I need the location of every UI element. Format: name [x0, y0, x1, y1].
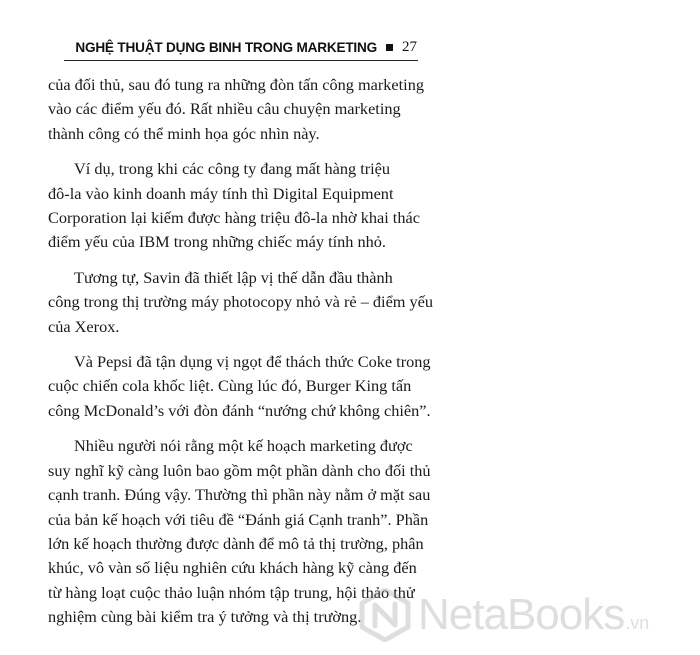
- watermark-brand: NetaBooks.vn: [418, 590, 650, 639]
- text-line: của đối thủ, sau đó tung ra những đòn tấn công marketing: [48, 75, 424, 94]
- text-line: Và Pepsi đã tận dụng vị ngọt để thách thức Coke trong: [74, 352, 431, 372]
- netabooks-watermark: [358, 585, 700, 645]
- text-line: Ví dụ, trong khi các công ty đang mất hàng triệu: [74, 159, 391, 179]
- text-line: nghiệm cùng bài kiểm tra ý tưởng và thị trường.: [48, 607, 362, 627]
- header-rule: [64, 60, 418, 61]
- paragraph: [48, 73, 423, 146]
- page-number: 27: [402, 38, 417, 55]
- text-line: thành công có thể minh họa góc nhìn này.: [48, 123, 320, 143]
- text-line: điểm yếu của IBM trong những chiếc máy tính nhỏ.: [48, 232, 386, 252]
- text-line: cuộc chiến cola khốc liệt. Cùng lúc đó, Burger King tấn: [48, 376, 412, 396]
- text-line: suy nghĩ kỹ càng luôn bao gồm một phần dành cho đối thủ: [48, 460, 431, 480]
- text-line: của Xerox.: [48, 316, 120, 336]
- text-line: khúc, vô vàn số liệu nghiên cứu khách hàng kỹ càng đến: [48, 558, 417, 578]
- body-text: [48, 73, 434, 630]
- text-line: công trong thị trường máy photocopy nhỏ và rẻ – điểm yếu: [48, 292, 434, 312]
- netabooks-logo-icon: [358, 588, 412, 642]
- text-line: lớn kế hoạch thường được dành để mô tả thị trường, phân: [48, 533, 424, 553]
- running-header-title: NGHỆ THUẬT DỤNG BINH TRONG MARKETING: [75, 39, 377, 55]
- text-line: vào các điểm yếu đó. Rất nhiều câu chuyện marketing: [48, 99, 401, 119]
- text-line: Tương tự, Savin đã thiết lập vị thế dẫn đầu thành: [74, 267, 393, 287]
- text-line: Corporation lại kiếm được hàng triệu đô-la nhờ khai thác: [48, 208, 420, 228]
- text-line: cạnh tranh. Đúng vậy. Thường thì phần này nằm ở mặt sau: [48, 485, 431, 505]
- text-line: từ hàng loạt cuộc thảo luận nhóm tập trung, hội thảo thử: [48, 582, 415, 602]
- header-square-bullet-icon: [386, 44, 393, 51]
- watermark-suffix: .vn: [625, 613, 650, 633]
- text-line: của bản kế hoạch với tiêu đề “Đánh giá Cạnh tranh”. Phần: [48, 509, 429, 529]
- text-line: đô-la vào kinh doanh máy tính thì Digital Equipment: [48, 183, 394, 203]
- paragraph: [48, 266, 434, 339]
- text-line: công McDonald’s với đòn đánh “nướng chứ không chiên”.: [48, 400, 431, 420]
- running-header: [0, 36, 417, 58]
- paragraph: [48, 157, 423, 255]
- paragraph: [48, 350, 431, 423]
- text-line: Nhiều người nói rằng một kế hoạch marketing được: [74, 436, 413, 456]
